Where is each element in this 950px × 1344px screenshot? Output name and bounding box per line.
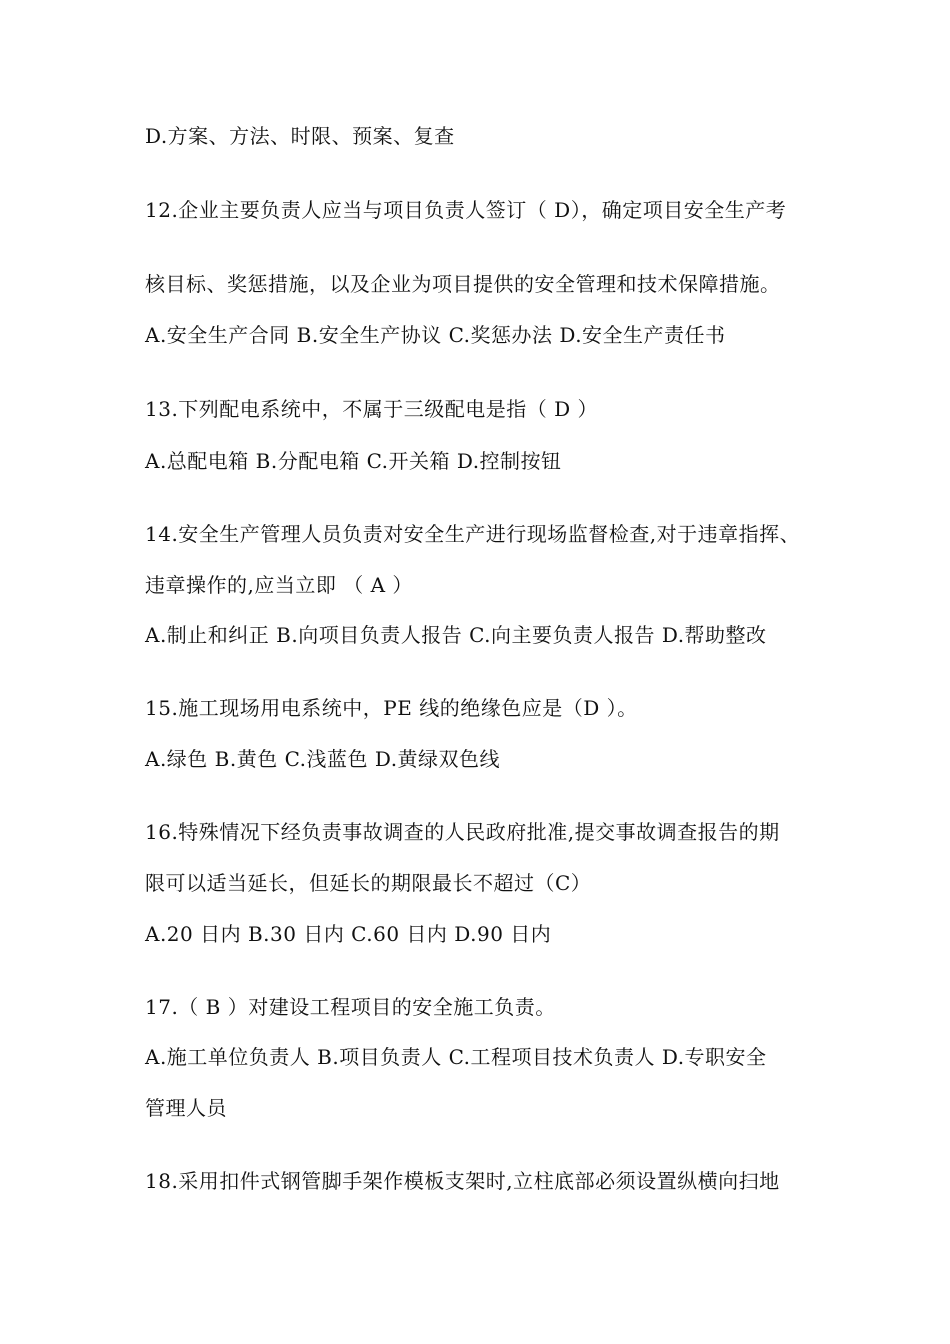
question-14-options: A.制止和纠正 B.向项目负责人报告 C.向主要负责人报告 D.帮助整改 <box>145 623 767 647</box>
question-12-line-2: 核目标、奖惩措施，以及企业为项目提供的安全管理和技术保障措施。 <box>145 272 781 296</box>
question-13: 13.下列配电系统中，不属于三级配电是指（ D ） <box>145 397 599 421</box>
question-14-line-1: 14.安全生产管理人员负责对安全生产进行现场监督检查,对于违章指挥、 <box>145 522 801 546</box>
question-16-line-2: 限可以适当延长，但延长的期限最长不超过（C） <box>145 871 592 895</box>
question-12-options: A.安全生产合同 B.安全生产协议 C.奖惩办法 D.安全生产责任书 <box>145 323 726 347</box>
question-16-options: A.20 日内 B.30 日内 C.60 日内 D.90 日内 <box>145 922 552 946</box>
question-18-line-1: 18.采用扣件式钢管脚手架作模板支架时,立柱底部必须设置纵横向扫地 <box>145 1169 780 1193</box>
question-17-options-line-2: 管理人员 <box>145 1096 227 1120</box>
option-line-11d: D.方案、方法、时限、预案、复查 <box>145 124 455 148</box>
question-15: 15.施工现场用电系统中，PE 线的绝缘色应是（D ）。 <box>145 696 638 720</box>
question-16-line-1: 16.特殊情况下经负责事故调查的人民政府批准,提交事故调查报告的期 <box>145 820 780 844</box>
question-15-options: A.绿色 B.黄色 C.浅蓝色 D.黄绿双色线 <box>145 747 501 771</box>
question-14-line-2: 违章操作的,应当立即 （ A ） <box>145 573 413 597</box>
question-17-options-line-1: A.施工单位负责人 B.项目负责人 C.工程项目技术负责人 D.专职安全 <box>145 1045 767 1069</box>
question-13-options: A.总配电箱 B.分配电箱 C.开关箱 D.控制按钮 <box>145 449 562 473</box>
question-12-line-1: 12.企业主要负责人应当与项目负责人签订（ D），确定项目安全生产考 <box>145 198 787 222</box>
question-17: 17.（ B ）对建设工程项目的安全施工负责。 <box>145 995 556 1019</box>
